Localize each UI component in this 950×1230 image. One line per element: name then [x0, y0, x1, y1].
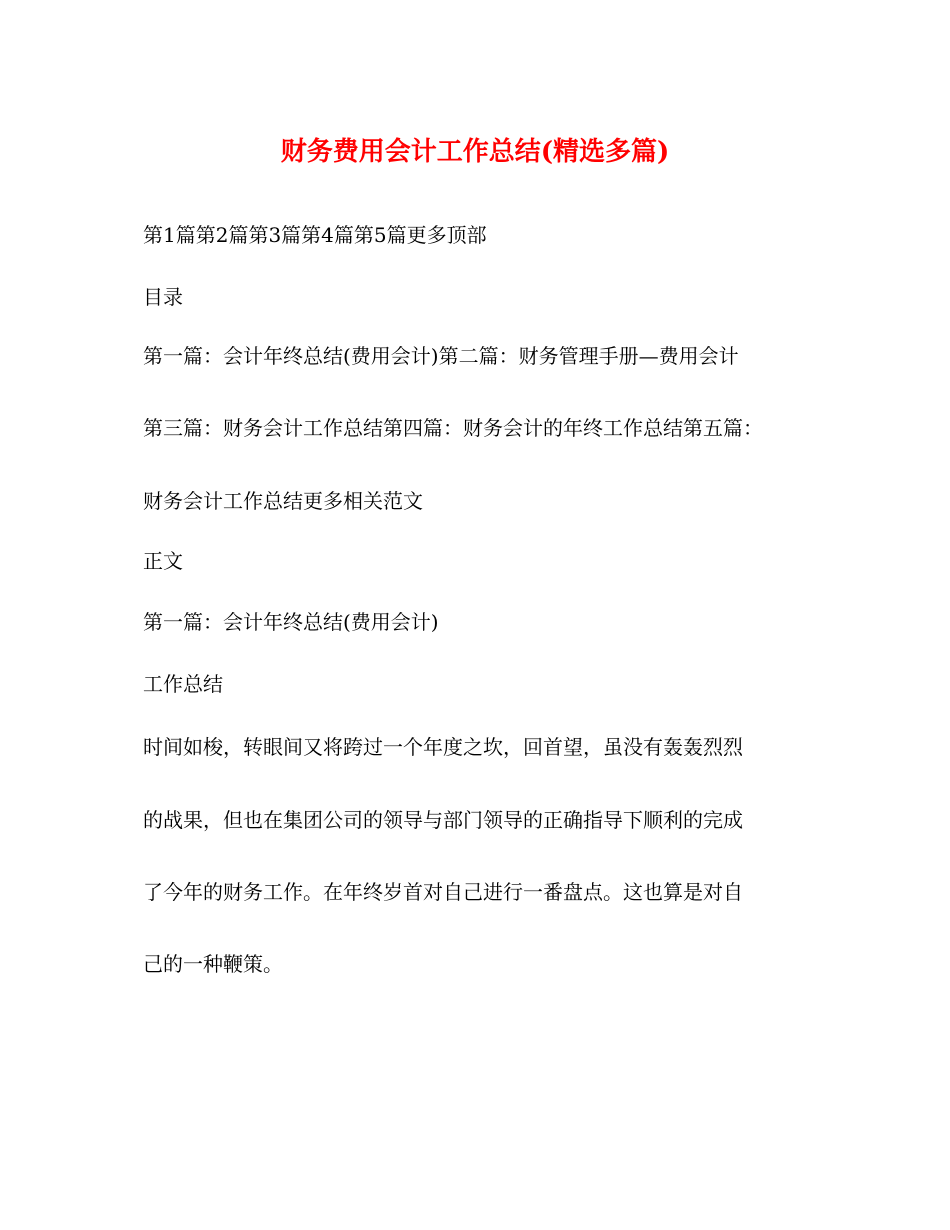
section-subtitle: 工作总结: [143, 672, 223, 696]
article-nav-links[interactable]: 第1篇第2篇第3篇第4篇第5篇更多顶部: [143, 223, 487, 247]
body-heading: 正文: [143, 549, 183, 573]
toc-line: 第三篇：财务会计工作总结第四篇：财务会计的年终工作总结第五篇：: [143, 416, 763, 440]
toc-heading: 目录: [143, 285, 183, 309]
paragraph-line: 的战果，但也在集团公司的领导与部门领导的正确指导下顺利的完成: [143, 808, 743, 832]
paragraph-line: 己的一种鞭策。: [143, 952, 283, 976]
document-title: 财务费用会计工作总结(精选多篇): [280, 137, 670, 167]
section-title: 第一篇：会计年终总结(费用会计): [143, 610, 439, 634]
paragraph-line: 时间如梭，转眼间又将跨过一个年度之坎，回首望，虽没有轰轰烈烈: [143, 735, 743, 759]
toc-line: 第一篇：会计年终总结(费用会计)第二篇：财务管理手册—费用会计: [143, 344, 739, 368]
toc-line: 财务会计工作总结更多相关范文: [143, 489, 423, 513]
paragraph-line: 了今年的财务工作。在年终岁首对自己进行一番盘点。这也算是对自: [143, 880, 743, 904]
